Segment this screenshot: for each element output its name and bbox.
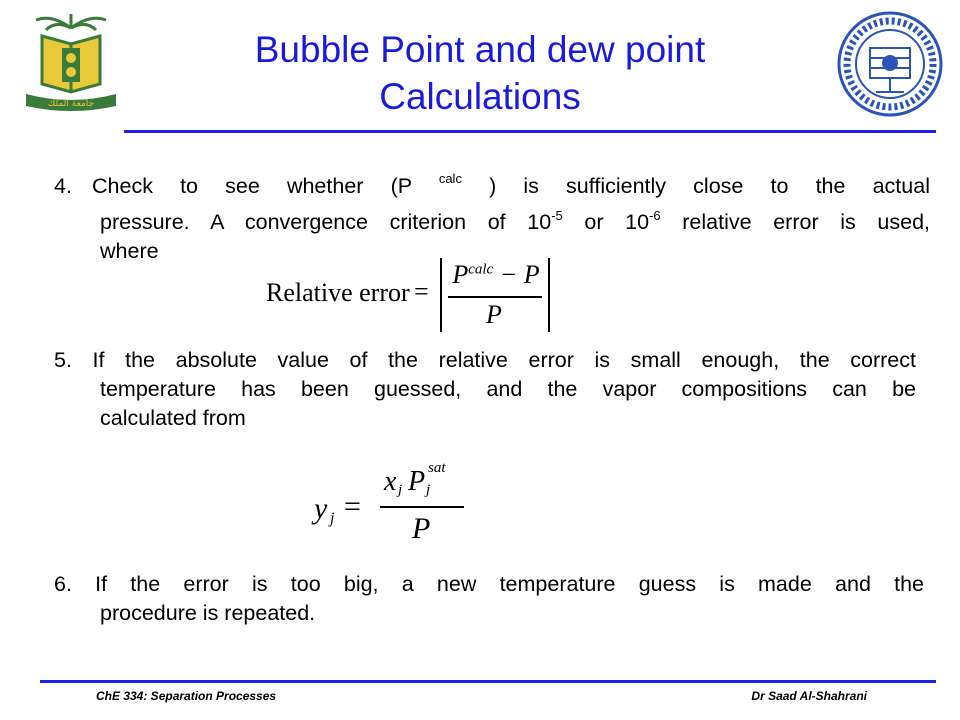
fraction-line [448, 296, 542, 298]
step-5-paragraph [54, 346, 916, 433]
lhs-y: y [314, 492, 328, 525]
relative-error-numerator [448, 260, 544, 290]
vapor-equals: = [344, 490, 361, 523]
footer-course: ChE 334: Separation Processes [96, 689, 277, 703]
step-5-line-2: temperature has been guessed, and the vapor compositions can be [100, 377, 916, 401]
vapor-numerator [382, 460, 464, 502]
university-logo [12, 6, 130, 114]
title-line-1: Bubble Point and dew point [254, 29, 706, 70]
step-4-number: 4. [54, 174, 72, 198]
page-title [150, 26, 810, 120]
num-calc: calc [468, 261, 494, 278]
svg-text:جامعة الملك: جامعة الملك [47, 99, 95, 109]
step-4-line-2-a: pressure. A convergence criterion of 10 [100, 210, 552, 234]
step-5-line-1: 5. If the absolute value of the relative error is small enough, the correct [54, 348, 916, 372]
step-4-line-3: where [100, 239, 159, 263]
department-seal [836, 10, 944, 118]
step-5-line-3: calculated from [100, 406, 246, 430]
num-P-sub: j [426, 482, 431, 498]
step-4-sup: calc [438, 171, 462, 186]
step-6-line-1: 6. If the error is too big, a new temperature guess is made and the [54, 572, 924, 596]
step-6-line-2: procedure is repeated. [100, 601, 316, 625]
relative-error-denominator: P [486, 300, 502, 329]
num-x-sub: j [398, 482, 403, 498]
vapor-fraction-line [380, 506, 464, 508]
lhs-sub-j: j [330, 510, 335, 527]
num-x: x [384, 466, 397, 497]
step-6-paragraph [54, 570, 924, 628]
step-4-line-2 [54, 201, 930, 237]
relative-error-equation [262, 256, 562, 334]
vapor-composition-equation [300, 460, 480, 550]
step-4-text-a: Check to see whether (P [92, 174, 412, 198]
footer-author: Dr Saad Al-Shahrani [751, 689, 867, 703]
abs-bar-left [440, 258, 442, 332]
title-line-2: Calculations [379, 76, 581, 117]
header-rule [124, 130, 936, 133]
relative-error-lhs: Relative error [266, 278, 410, 307]
step-4-line-1 [54, 164, 930, 201]
abs-bar-right [548, 258, 550, 332]
step-4-text-b: ) is sufficiently close to the actual [489, 174, 930, 198]
vapor-denominator: P [412, 512, 431, 545]
step-4-paragraph [54, 164, 930, 266]
num-P-sup: sat [428, 460, 446, 476]
step-4-exp-6: -6 [649, 208, 661, 223]
footer-rule [40, 680, 936, 683]
relative-error-equals: = [414, 277, 429, 306]
num-minus-P: − P [493, 260, 540, 289]
step-4-exp-5: -5 [551, 208, 563, 223]
step-4-line-2-c: relative error is used, [660, 210, 931, 234]
step-4-line-2-b: or 10 [562, 210, 650, 234]
num-P: P [408, 466, 426, 497]
num-P: P [452, 260, 469, 289]
